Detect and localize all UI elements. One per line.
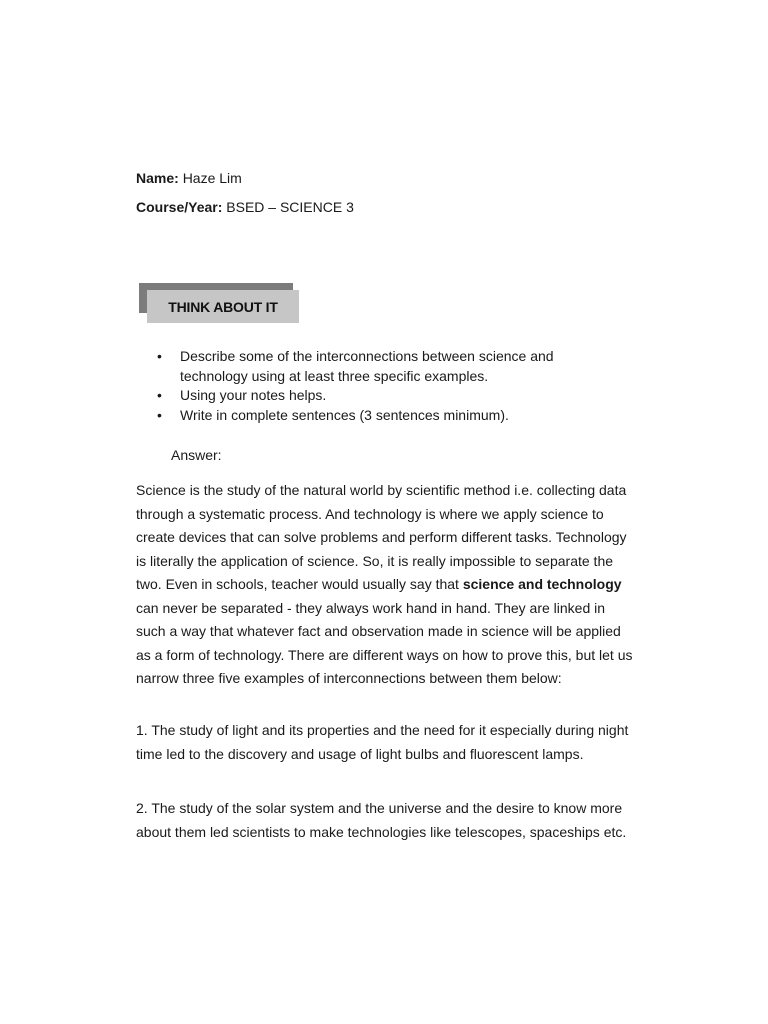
bullet-icon: • (157, 348, 162, 364)
bullet-icon: • (157, 387, 162, 403)
answer-text-after: can never be separated - they always work hand in hand. They are linked in such a way that whatever fact and observation made in science will be applied as a form of technology. There are different ways on how to prove this, but let us narrow three five examples of interconnections between them below: (136, 599, 633, 686)
answer-paragraph (136, 479, 636, 691)
instruction-item (155, 386, 625, 406)
answer-label: Answer: (171, 447, 222, 463)
example-paragraph-1: 1. The study of light and its properties and the need for it especially during night time led to the discovery and usage of light bulbs and fluorescent lamps. (136, 722, 629, 762)
name-label: Name: (136, 170, 179, 186)
course-year-line (136, 198, 354, 216)
course-year-value: BSED – SCIENCE 3 (226, 199, 354, 215)
answer-text-before: Science is the study of the natural world by scientific method i.e. collecting data through a systematic process. And technology is where we apply science to create devices that can solve problems and perform different tasks. Technology is literally the application of science. So, it is really impossible to separate the two. Even in schools, teacher would usually say that (136, 482, 627, 592)
instruction-item (155, 406, 625, 426)
instruction-item (155, 347, 625, 386)
instruction-list (155, 347, 625, 425)
think-about-it-banner (139, 283, 299, 323)
answer-bold-phrase: science and technology (462, 576, 622, 592)
banner-label-block (147, 290, 299, 323)
example-paragraph-2: 2. The study of the solar system and the universe and the desire to know more about them led scientists to make technologies like telescopes, spaceships etc. (136, 800, 627, 840)
name-value: Haze Lim (182, 170, 242, 186)
instruction-text: Using your notes helps. (180, 387, 327, 403)
instruction-text: Write in complete sentences (3 sentences minimum). (180, 406, 509, 423)
instruction-text: Describe some of the interconnections between science and technology using at least three specific examples. (180, 348, 554, 384)
bullet-icon: • (157, 406, 162, 423)
name-line (136, 169, 242, 187)
course-year-label: Course/Year: (136, 199, 223, 215)
banner-title: THINK ABOUT IT (168, 298, 278, 315)
